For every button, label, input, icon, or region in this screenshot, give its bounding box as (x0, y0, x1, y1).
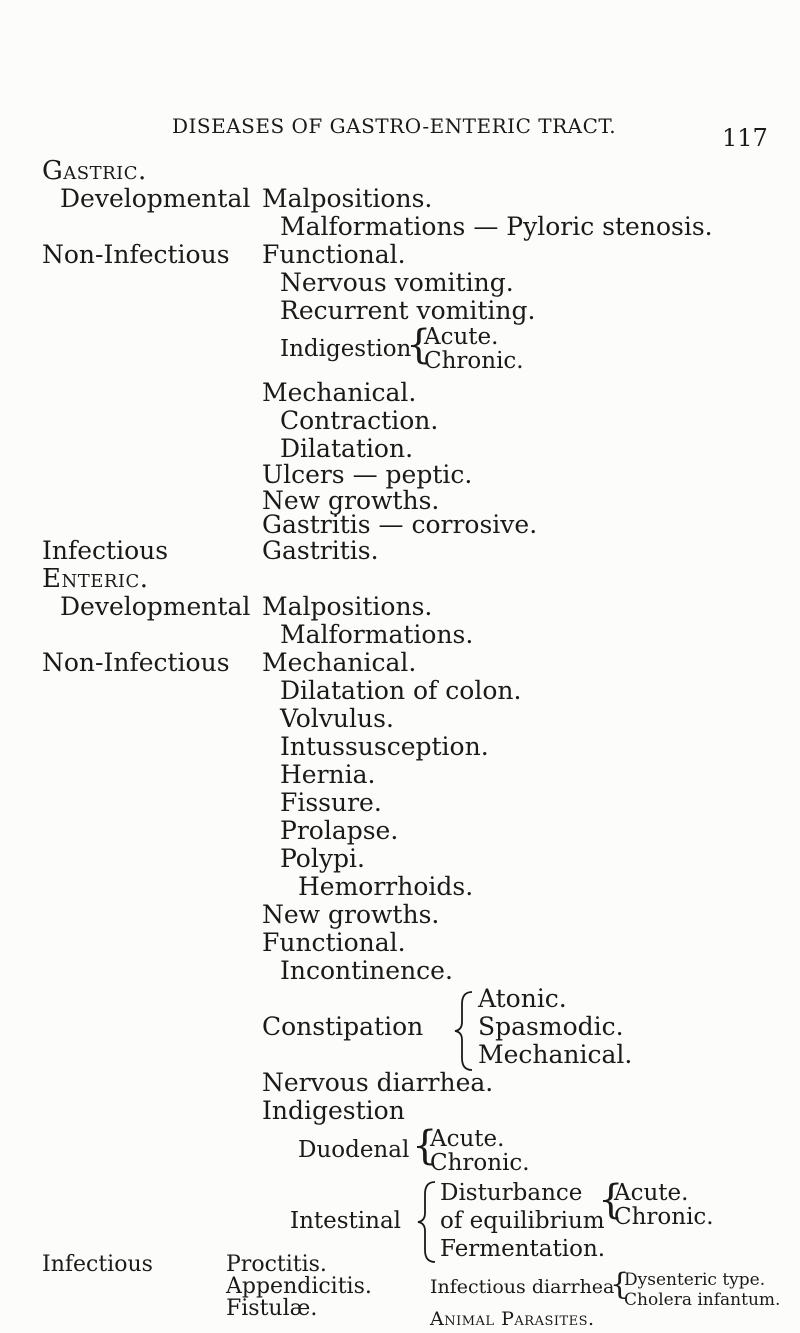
enteric-infectious-label: Infectious (42, 1252, 153, 1277)
infectious-diarrhea-label: Infectious diarrhea (430, 1276, 615, 1298)
gastric-indigestion-chronic: Chronic. (424, 348, 524, 374)
gastric-indigestion-brace: { (406, 322, 432, 368)
gastric-contraction: Contraction. (280, 406, 439, 435)
enteric-hemorrhoids: Hemorrhoids. (298, 872, 474, 901)
gastric-indigestion-acute: Acute. (424, 324, 499, 350)
gastric-indigestion-label: Indigestion (280, 336, 412, 362)
enteric-appendicitis: Appendicitis. (226, 1274, 372, 1299)
constipation-spasmodic: Spasmodic. (478, 1012, 624, 1041)
intestinal-equilibrium: of equilibrium (440, 1208, 605, 1234)
gastric-functional: Functional. (262, 240, 406, 269)
enteric-fissure: Fissure. (280, 788, 382, 817)
page-number: 117 (722, 124, 768, 152)
gastric-malpositions: Malpositions. (262, 184, 433, 213)
gastric-nervous-vomiting: Nervous vomiting. (280, 268, 514, 297)
intestinal-disturbance: Disturbance (440, 1180, 583, 1206)
constipation-atonic: Atonic. (478, 984, 567, 1013)
enteric-intussusception: Intussusception. (280, 732, 489, 761)
enteric-hernia: Hernia. (280, 760, 376, 789)
enteric-malformations: Malformations. (280, 620, 474, 649)
gastric-developmental-label: Developmental (60, 184, 251, 213)
gastric-recurrent-vomiting: Recurrent vomiting. (280, 296, 536, 325)
duodenal-acute: Acute. (430, 1126, 505, 1152)
intestinal-acute-chronic-brace: { (598, 1177, 624, 1223)
gastric-noninfectious-label: Non-Infectious (42, 240, 230, 269)
enteric-volvulus: Volvulus. (280, 704, 394, 733)
duodenal-brace: { (412, 1123, 438, 1169)
intestinal-acute: Acute. (614, 1180, 689, 1206)
constipation-mechanical: Mechanical. (478, 1040, 633, 1069)
enteric-prolapse: Prolapse. (280, 816, 399, 845)
animal-parasites-heading: Animal Parasites. (430, 1308, 595, 1330)
enteric-heading: Enteric. (42, 564, 149, 594)
enteric-noninfectious-label: Non-Infectious (42, 648, 230, 677)
gastric-gastritis: Gastritis. (262, 536, 379, 565)
intestinal-label: Intestinal (290, 1208, 402, 1234)
gastric-heading: Gastric. (42, 156, 147, 186)
enteric-developmental-label: Developmental (60, 592, 251, 621)
enteric-fistulae: Fistulæ. (226, 1296, 318, 1321)
constipation-label: Constipation (262, 1012, 424, 1041)
enteric-malpositions: Malpositions. (262, 592, 433, 621)
intestinal-chronic: Chronic. (614, 1204, 714, 1230)
infectious-diarrhea-brace: { (610, 1267, 630, 1302)
gastric-gastritis-corrosive: Gastritis — corrosive. (262, 510, 538, 539)
enteric-incontinence: Incontinence. (280, 956, 453, 985)
running-title: DISEASES OF GASTRO-ENTERIC TRACT. (172, 114, 617, 138)
enteric-proctitis: Proctitis. (226, 1252, 327, 1277)
gastric-dilatation: Dilatation. (280, 434, 414, 463)
duodenal-chronic: Chronic. (430, 1150, 530, 1176)
intestinal-brace (416, 1180, 440, 1264)
gastric-malformations: Malformations — Pyloric stenosis. (280, 212, 713, 241)
intestinal-fermentation: Fermentation. (440, 1236, 606, 1262)
enteric-polypi: Polypi. (280, 844, 365, 873)
enteric-mechanical: Mechanical. (262, 648, 417, 677)
cholera-infantum: Cholera infantum. (624, 1290, 781, 1310)
enteric-dilatation-colon: Dilatation of colon. (280, 676, 522, 705)
gastric-infectious-label: Infectious (42, 536, 169, 565)
gastric-new-growths: New growths. (262, 486, 440, 515)
duodenal-label: Duodenal (298, 1137, 410, 1163)
constipation-brace (452, 990, 478, 1072)
enteric-nervous-diarrhea: Nervous diarrhea. (262, 1068, 494, 1097)
dysenteric-type: Dysenteric type. (624, 1270, 766, 1290)
enteric-functional: Functional. (262, 928, 406, 957)
enteric-indigestion: Indigestion (262, 1096, 405, 1125)
enteric-new-growths: New growths. (262, 900, 440, 929)
gastric-ulcers: Ulcers — peptic. (262, 460, 473, 489)
gastric-mechanical: Mechanical. (262, 378, 417, 407)
